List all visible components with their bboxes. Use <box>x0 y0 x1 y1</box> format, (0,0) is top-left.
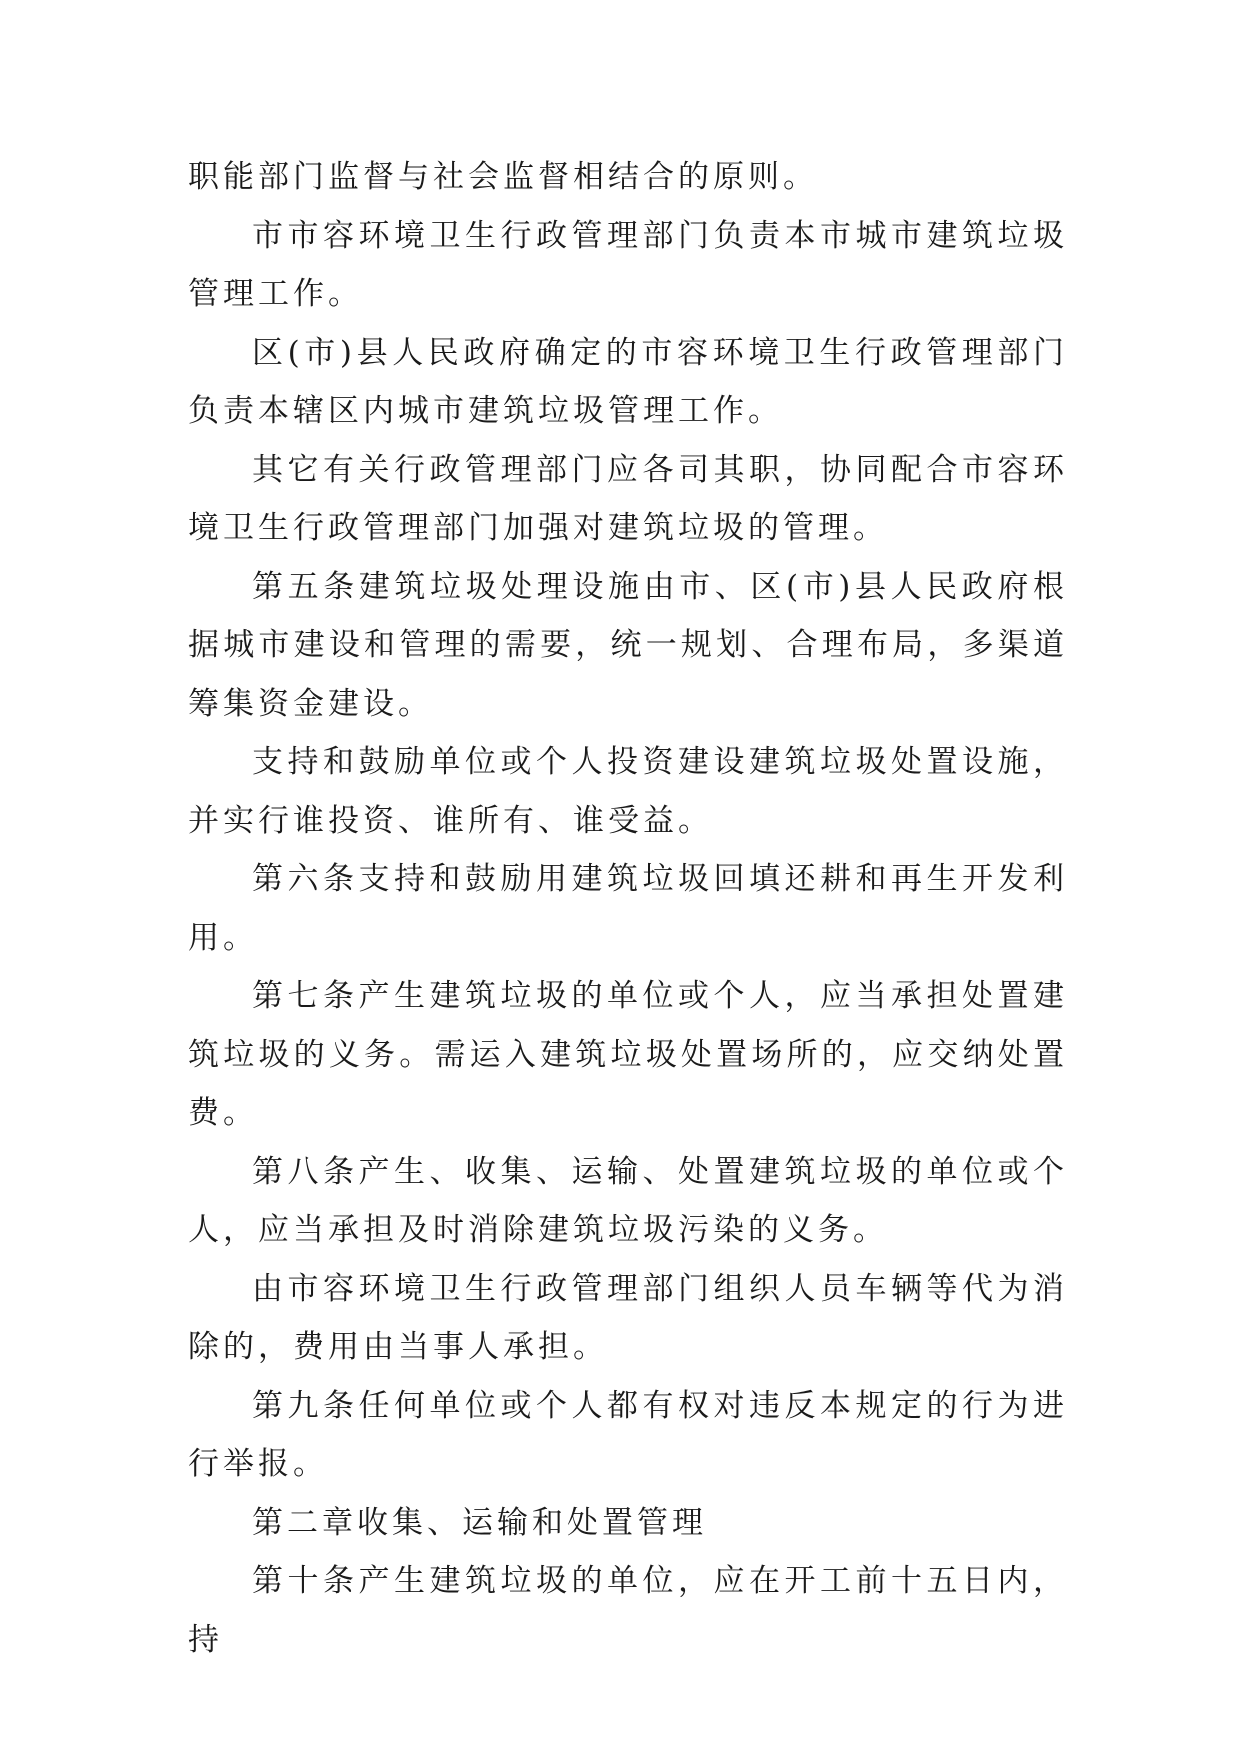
paragraph: 职能部门监督与社会监督相结合的原则。 <box>188 159 818 195</box>
paragraph: 由市容环境卫生行政管理部门组织人员车辆等代为消除的，费用由当事人承担。 <box>188 1270 1068 1365</box>
paragraph: 支持和鼓励单位或个人投资建设建筑垃圾处置设施，并实行谁投资、谁所有、谁受益。 <box>188 744 1068 839</box>
chapter-heading: 第二章收集、运输和处置管理 <box>252 1504 707 1541</box>
paragraph: 市市容环境卫生行政管理部门负责本市城市建筑垃圾管理工作。 <box>188 217 1068 312</box>
document-body <box>188 148 1068 1669</box>
paragraph: 其它有关行政管理部门应各司其职，协同配合市容环境卫生行政管理部门加强对建筑垃圾的管理。 <box>188 451 1068 546</box>
paragraph: 第九条任何单位或个人都有权对违反本规定的行为进行举报。 <box>188 1387 1068 1482</box>
paragraph: 区(市)县人民政府确定的市容环境卫生行政管理部门负责本辖区内城市建筑垃圾管理工作。 <box>188 334 1068 429</box>
paragraph: 第八条产生、收集、运输、处置建筑垃圾的单位或个人，应当承担及时消除建筑垃圾污染的义务。 <box>188 1153 1068 1248</box>
paragraph: 第十条产生建筑垃圾的单位，应在开工前十五日内，持 <box>188 1563 1068 1658</box>
paragraph: 第七条产生建筑垃圾的单位或个人，应当承担处置建筑垃圾的义务。需运入建筑垃圾处置场所的，应交纳处置费。 <box>188 978 1068 1131</box>
paragraph: 第六条支持和鼓励用建筑垃圾回填还耕和再生开发利用。 <box>188 861 1068 956</box>
paragraph: 第五条建筑垃圾处理设施由市、区(市)县人民政府根据城市建设和管理的需要，统一规划、合理布局，多渠道筹集资金建设。 <box>188 568 1068 722</box>
